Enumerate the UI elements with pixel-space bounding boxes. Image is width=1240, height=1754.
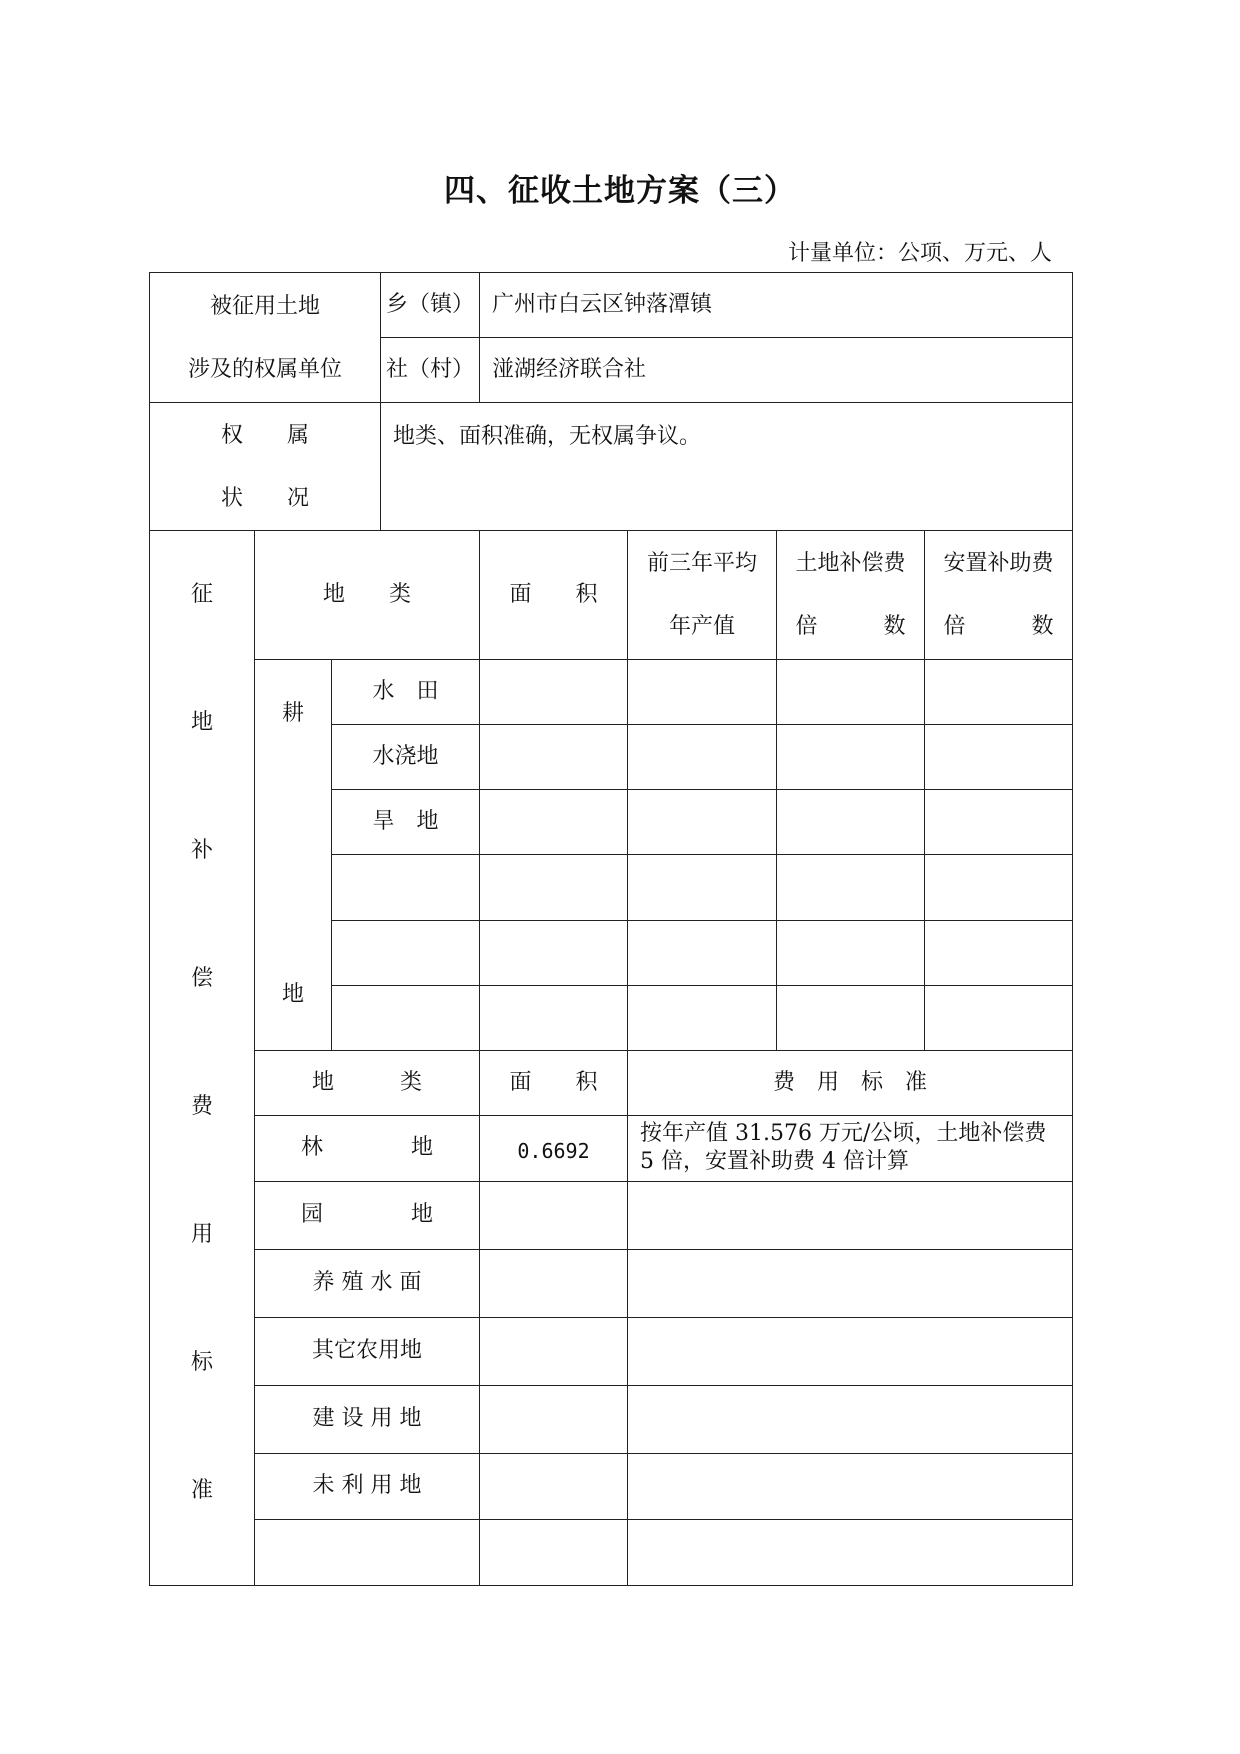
cultivated-row-type: 水浇地: [332, 725, 480, 790]
units-note: 计量单位：公项、万元、人: [787, 241, 1052, 266]
lower-row-type: 未 利 用 地: [255, 1454, 480, 1520]
lower-row-standard: 按年产值 31.576 万元/公顷，土地补偿费 5 倍，安置补助费 4 倍计算: [628, 1116, 1073, 1182]
lower-row-standard: [628, 1386, 1073, 1454]
cultivated-row-type: 旱 地: [332, 790, 480, 855]
ownership-status-label: 权 属 状 况: [150, 403, 381, 531]
cultivated-row-output: [628, 855, 777, 920]
lower-header-standard: 费 用 标 准: [628, 1051, 1073, 1116]
village-label: 社（村）: [381, 338, 480, 403]
cultivated-row-area: [480, 660, 628, 725]
lower-header-land-type: 地 类: [255, 1051, 480, 1116]
cultivated-row-resettle: [925, 985, 1073, 1050]
lower-row-area: [480, 1520, 628, 1586]
page-title: 四、征收土地方案（三）: [444, 173, 796, 209]
lower-row-type: 其它农用地: [255, 1318, 480, 1386]
lower-header-area: 面 积: [480, 1051, 628, 1116]
lower-row-standard: [628, 1454, 1073, 1520]
lower-row-area: [480, 1182, 628, 1250]
header-land-comp-multiple: 土地补偿费 倍 数: [777, 531, 925, 660]
cultivated-row-output: [628, 920, 777, 985]
cultivated-land-label: 耕 地: [255, 660, 332, 1051]
cultivated-row-area: [480, 790, 628, 855]
lower-row-type: 园 地: [255, 1182, 480, 1250]
lower-row-area: 0.6692: [480, 1116, 628, 1182]
cultivated-row-land-comp: [777, 920, 925, 985]
lower-row-standard: [628, 1318, 1073, 1386]
cultivated-row-resettle: [925, 725, 1073, 790]
cultivated-row-type: 水 田: [332, 660, 480, 725]
cultivated-row-output: [628, 985, 777, 1050]
cultivated-row-resettle: [925, 660, 1073, 725]
ownership-status-value: 地类、面积准确，无权属争议。: [381, 403, 1073, 531]
lower-row-standard: [628, 1182, 1073, 1250]
cultivated-row-output: [628, 790, 777, 855]
lower-row-area: [480, 1250, 628, 1318]
header-land-type: 地 类: [255, 531, 480, 660]
cultivated-row-output: [628, 725, 777, 790]
compensation-side-label: 征 地 补 偿 费 用 标 准: [150, 531, 255, 1586]
cultivated-row-area: [480, 725, 628, 790]
lower-row-type: 养 殖 水 面: [255, 1250, 480, 1318]
cultivated-row-resettle: [925, 790, 1073, 855]
cultivated-row-type: [332, 985, 480, 1050]
header-area: 面 积: [480, 531, 628, 660]
lower-row-type: 林 地: [255, 1116, 480, 1182]
cultivated-row-area: [480, 855, 628, 920]
cultivated-row-land-comp: [777, 790, 925, 855]
cultivated-row-type: [332, 920, 480, 985]
lower-row-area: [480, 1454, 628, 1520]
lower-row-type: 建 设 用 地: [255, 1386, 480, 1454]
cultivated-row-resettle: [925, 920, 1073, 985]
cultivated-row-area: [480, 985, 628, 1050]
lower-row-standard: [628, 1250, 1073, 1318]
header-resettlement-multiple: 安置补助费 倍 数: [925, 531, 1073, 660]
cultivated-row-output: [628, 660, 777, 725]
town-value: 广州市白云区钟落潭镇: [480, 273, 1073, 338]
header-avg-output: 前三年平均 年产值: [628, 531, 777, 660]
cultivated-row-land-comp: [777, 725, 925, 790]
cultivated-row-land-comp: [777, 660, 925, 725]
lower-row-area: [480, 1318, 628, 1386]
land-acquisition-table: [149, 272, 1073, 1586]
village-value: 湴湖经济联合社: [480, 338, 1073, 403]
cultivated-row-area: [480, 920, 628, 985]
town-label: 乡（镇）: [381, 273, 480, 338]
lower-row-standard: [628, 1520, 1073, 1586]
cultivated-row-land-comp: [777, 855, 925, 920]
cultivated-row-land-comp: [777, 985, 925, 1050]
cultivated-row-type: [332, 855, 480, 920]
lower-row-area: [480, 1386, 628, 1454]
lower-row-type: [255, 1520, 480, 1586]
ownership-unit-label: 被征用土地 涉及的权属单位: [150, 273, 381, 403]
cultivated-row-resettle: [925, 855, 1073, 920]
